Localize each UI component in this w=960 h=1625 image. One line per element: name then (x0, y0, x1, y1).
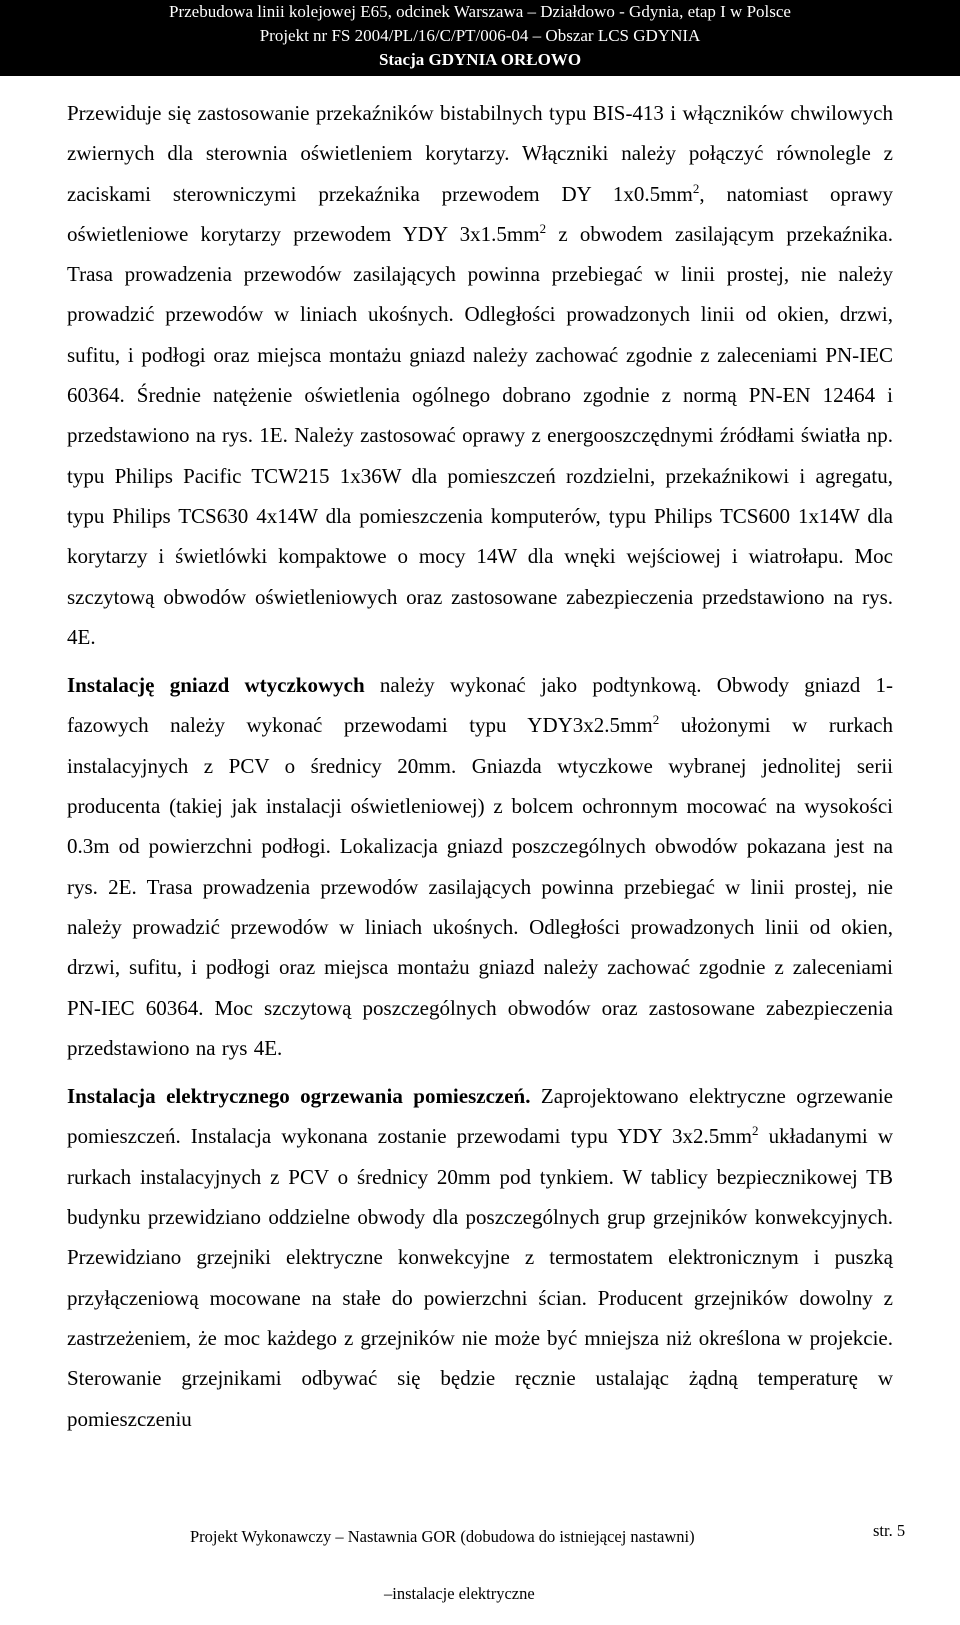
paragraph-heating (67, 1076, 893, 1439)
page-number: str. 5 (873, 1521, 906, 1540)
paragraph-text: układanymi w rurkach instalacyjnych z PCV o średnicy 20mm pod tynkiem. W tablicy bezpiecznikowej TB budynku przewidziano oddzielne obwody dla poszczególnych grup grzejników konwekcyjnych. Przewidziano grzejniki elektryczne konwekcyjne z termostatem elektronicznym i puszką przyłączeniową mocowane na stałe do powierzchni ścian. Producent grzejników dowolny z zastrzeżeniem, że moc każdego z grzejników nie może być mniejsza niż określona w projekcie. Sterowanie grzejnikami odbywać się będzie ręcznie ustalając żądną temperaturę w pomieszczeniu (67, 1124, 894, 1431)
paragraph-text: Przewiduje się zastosowanie przekaźników bistabilnych typu BIS-413 i włączników chwilowych zwiernych dla sterownia oświetleniem korytarzy. Włączniki należy połączyć równolegle z zaciskami sterowniczymi przekaźnika przewodem DY 1x0.5mm (67, 101, 893, 206)
footer-project-title: Projekt Wykonawczy – Nastawnia GOR (dobudowa do istniejącej nastawni) (190, 1527, 695, 1546)
paragraph-text: Zaprojektowano elektryczne ogrzewanie pomieszczeń. Instalacja wykonana zostanie przewodami typu YDY 3x2.5mm (67, 1084, 893, 1149)
header-project-title: Przebudowa linii kolejowej E65, odcinek Warszawa – Działdowo - Gdynia, etap I w Polsce (169, 2, 791, 21)
paragraph-text: , natomiast oprawy oświetleniowe korytarzy przewodem YDY 3x1.5mm (67, 181, 893, 246)
paragraph-text: ułożonymi w rurkach instalacyjnych z PCV o średnicy 20mm. Gniazda wtyczkowe wybranej jednolitej serii producenta (takiej jak instalacji oświetleniowej) z bolcem ochronnym mocować na wysokości 0.3m od powierzchni podłogi. Lokalizacja gniazd poszczególnych obwodów pokazana jest na rys. 2E. Trasa prowadzenia przewodów zasilających powinna przebiegać w linii prostej, nie należy prowadzić przewodów w liniach ukośnych. Odległości prowadzonych linii od okien, drzwi, sufitu, i podłogi oraz miejsca montażu gniazd należy zachować zgodnie z zaleceniami PN-IEC 60364. Moc szczytową poszczególnych obwodów oraz zastosowane zabezpieczenia przedstawiono na rys 4E. (67, 713, 893, 1060)
paragraph-heading: Instalacja elektrycznego ogrzewania pomieszczeń. (67, 1084, 531, 1109)
superscript: 2 (692, 180, 700, 196)
paragraph-sockets (67, 665, 893, 1068)
page-header (0, 0, 960, 76)
paragraph-text: należy wykonać jako podtynkową. Obwody gniazd 1-fazowych należy wykonać przewodami typu YDY3x2.5mm (67, 673, 893, 738)
document-body (67, 93, 893, 1439)
footer-section-name: –instalacje elektryczne (384, 1584, 535, 1603)
paragraph-text: z obwodem zasilającym przekaźnika. Trasa prowadzenia przewodów zasilających powinna przebiegać w linii prostej, nie należy prowadzić przewodów w liniach ukośnych. Odległości prowadzonych linii od okien, drzwi, sufitu, i podłogi oraz miejsca montażu gniazd należy zachować zgodnie z zaleceniami PN-IEC 60364. Średnie natężenie oświetlenia ogólnego dobrano zgodnie z normą PN-EN 12464 i przedstawiono na rys. 1E. Należy zastosować oprawy z energooszczędnymi źródłami światła np. typu Philips Pacific TCW215 1x36W dla pomieszczeń rozdzielni, przekaźnikowi i agregatu, typu Philips TCS630 4x14W dla pomieszczenia komputerów, typu Philips TCS600 1x14W dla korytarzy i świetlówki kompaktowe o mocy 14W dla wnęki wejściowej i wiatrołapu. Moc szczytową obwodów oświetleniowych oraz zastosowane zabezpieczenia przedstawiono na rys. 4E. (67, 221, 893, 649)
header-station-name: Stacja GDYNIA ORŁOWO (378, 50, 582, 69)
superscript: 2 (652, 712, 660, 728)
superscript: 2 (539, 220, 547, 236)
header-project-number: Projekt nr FS 2004/PL/16/C/PT/006-04 – Obszar LCS GDYNIA (259, 26, 701, 45)
superscript: 2 (751, 1123, 759, 1139)
paragraph-lighting (67, 93, 893, 657)
paragraph-heading: Instalację gniazd wtyczkowych (67, 673, 365, 698)
